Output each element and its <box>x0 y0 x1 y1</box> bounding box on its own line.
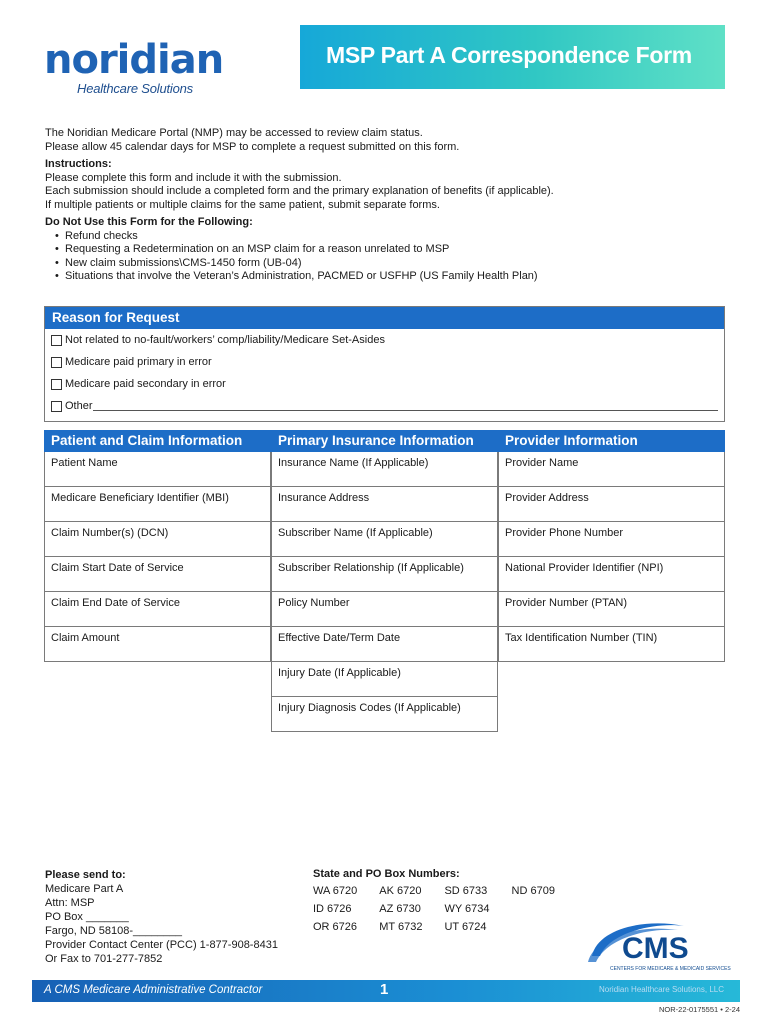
state-po-cell: OR 6726 <box>313 921 358 933</box>
insurance-field[interactable] <box>271 627 498 662</box>
other-label: Other <box>65 400 93 412</box>
send-to-address <box>45 868 278 966</box>
reason-option <box>45 351 724 373</box>
state-po-cell: ID 6726 <box>313 903 352 915</box>
insurance-field[interactable] <box>271 522 498 557</box>
reason-checkbox[interactable] <box>51 357 62 368</box>
patient-field[interactable] <box>44 452 271 487</box>
donot-list <box>45 230 735 284</box>
noridian-logo <box>44 37 224 96</box>
provider-field[interactable] <box>498 627 725 662</box>
insurance-field[interactable] <box>271 592 498 627</box>
field-label: Effective Date/Term Date <box>278 632 401 644</box>
reason-option <box>45 329 724 351</box>
footer-tagline: A CMS Medicare Administrative Contractor <box>44 984 263 996</box>
patient-claim-heading: Patient and Claim Information <box>44 430 271 452</box>
list-item: • New claim submissions\CMS-1450 form (UB-04) <box>55 257 735 271</box>
cms-logo-text: CMS <box>622 932 689 965</box>
state-po-cell: WY 6734 <box>444 903 490 915</box>
field-label: Provider Name <box>505 457 579 469</box>
insurance-field[interactable] <box>271 487 498 522</box>
field-label: Claim Start Date of Service <box>51 562 184 574</box>
instruction-line: If multiple patients or multiple claims for the same patient, submit separate forms. <box>45 198 440 211</box>
send-to-label: Please send to: <box>45 869 126 881</box>
footer-company: Noridian Healthcare Solutions, LLC <box>599 985 724 994</box>
field-label: Provider Phone Number <box>505 527 624 539</box>
state-po-cell: AZ 6730 <box>379 903 421 915</box>
field-label: Subscriber Relationship (If Applicable) <box>278 562 464 574</box>
patient-field[interactable] <box>44 487 271 522</box>
address-line: PO Box _______ <box>45 911 129 923</box>
insurance-field[interactable] <box>271 662 498 697</box>
patient-field[interactable] <box>44 627 271 662</box>
insurance-field[interactable] <box>271 452 498 487</box>
field-label: Patient Name <box>51 457 118 469</box>
state-po-cell: MT 6732 <box>379 921 423 933</box>
intro-section <box>45 127 735 284</box>
insurance-field[interactable] <box>271 697 498 732</box>
instruction-line: Each submission should include a completed form and the primary explanation of benefits (if applicable). <box>45 185 554 197</box>
address-line: Provider Contact Center (PCC) 1-877-908-8431 <box>45 939 278 951</box>
state-po-cell: WA 6720 <box>313 885 358 897</box>
title-banner <box>300 25 725 89</box>
field-label: Claim End Date of Service <box>51 597 180 609</box>
instructions-label: Instructions: <box>45 158 112 170</box>
reason-checkbox[interactable] <box>51 335 62 346</box>
provider-field[interactable] <box>498 522 725 557</box>
patient-field[interactable] <box>44 522 271 557</box>
provider-column <box>498 430 725 662</box>
field-label: Insurance Name (If Applicable) <box>278 457 429 469</box>
page-number: 1 <box>380 981 389 998</box>
field-label: National Provider Identifier (NPI) <box>505 562 664 574</box>
reason-checkbox[interactable] <box>51 379 62 390</box>
field-label: Insurance Address <box>278 492 370 504</box>
field-label: Provider Number (PTAN) <box>505 597 628 609</box>
reason-option-label: Medicare paid primary in error <box>65 356 212 368</box>
field-label: Medicare Beneficiary Identifier (MBI) <box>51 492 229 504</box>
insurance-column <box>271 430 498 732</box>
insurance-heading: Primary Insurance Information <box>271 430 498 452</box>
state-po-grid <box>313 885 577 939</box>
reason-option-label: Medicare paid secondary in error <box>65 378 226 390</box>
patient-claim-column <box>44 430 271 662</box>
provider-field[interactable] <box>498 452 725 487</box>
other-text-line[interactable] <box>93 401 718 411</box>
field-label: Policy Number <box>278 597 350 609</box>
patient-field[interactable] <box>44 592 271 627</box>
intro-line: Please allow 45 calendar days for MSP to complete a request submitted on this form. <box>45 140 460 153</box>
list-item: • Requesting a Redetermination on an MSP claim for a reason unrelated to MSP <box>55 243 735 257</box>
field-label: Tax Identification Number (TIN) <box>505 632 658 644</box>
intro-line: The Noridian Medicare Portal (NMP) may be accessed to review claim status. <box>45 127 423 139</box>
table-row <box>313 921 577 939</box>
field-label: Provider Address <box>505 492 589 504</box>
reason-option <box>45 373 724 395</box>
patient-field[interactable] <box>44 557 271 592</box>
reason-option-other <box>45 395 724 417</box>
provider-heading: Provider Information <box>498 430 725 452</box>
address-line: Fargo, ND 58108-________ <box>45 925 182 937</box>
footer-bar <box>32 980 740 1002</box>
provider-field[interactable] <box>498 557 725 592</box>
state-po-cell: UT 6724 <box>444 921 487 933</box>
reason-for-request-section <box>44 306 725 422</box>
page-title: MSP Part A Correspondence Form <box>326 42 692 68</box>
field-label: Claim Number(s) (DCN) <box>51 527 169 539</box>
state-po-box-table <box>313 868 577 939</box>
address-line: Medicare Part A <box>45 883 124 895</box>
logo-subtitle: Healthcare Solutions <box>77 81 193 96</box>
state-po-label: State and PO Box Numbers: <box>313 868 460 880</box>
reason-heading: Reason for Request <box>45 307 724 329</box>
list-item: • Situations that involve the Veteran’s Administration, PACMED or USFHP (US Family Health Plan) <box>55 270 735 284</box>
document-number: NOR-22-0175551 • 2-24 <box>658 1005 740 1014</box>
donot-label: Do Not Use this Form for the Following: <box>45 216 253 228</box>
table-row <box>313 885 577 903</box>
provider-field[interactable] <box>498 592 725 627</box>
field-label: Claim Amount <box>51 632 120 644</box>
address-line: Attn: MSP <box>45 897 95 909</box>
list-item: • Refund checks <box>55 230 735 244</box>
instruction-line: Please complete this form and include it with the submission. <box>45 171 342 184</box>
state-po-cell: SD 6733 <box>444 885 488 897</box>
cms-logo-subtext: CENTERS FOR MEDICARE & MEDICAID SERVICES <box>610 966 731 972</box>
other-checkbox[interactable] <box>51 401 62 412</box>
table-row <box>313 903 577 921</box>
logo-wordmark: noridian <box>44 37 224 83</box>
state-po-cell <box>512 903 577 921</box>
cms-logo <box>586 916 740 974</box>
field-label: Injury Date (If Applicable) <box>278 667 401 679</box>
state-po-cell <box>512 921 577 939</box>
field-label: Injury Diagnosis Codes (If Applicable) <box>278 702 461 714</box>
provider-field[interactable] <box>498 487 725 522</box>
state-po-cell: AK 6720 <box>379 885 422 897</box>
insurance-field[interactable] <box>271 557 498 592</box>
state-po-cell: ND 6709 <box>511 885 555 897</box>
address-line: Or Fax to 701-277-7852 <box>45 953 163 965</box>
field-label: Subscriber Name (If Applicable) <box>278 527 433 539</box>
reason-option-label: Not related to no-fault/workers’ comp/liability/Medicare Set-Asides <box>65 334 385 346</box>
